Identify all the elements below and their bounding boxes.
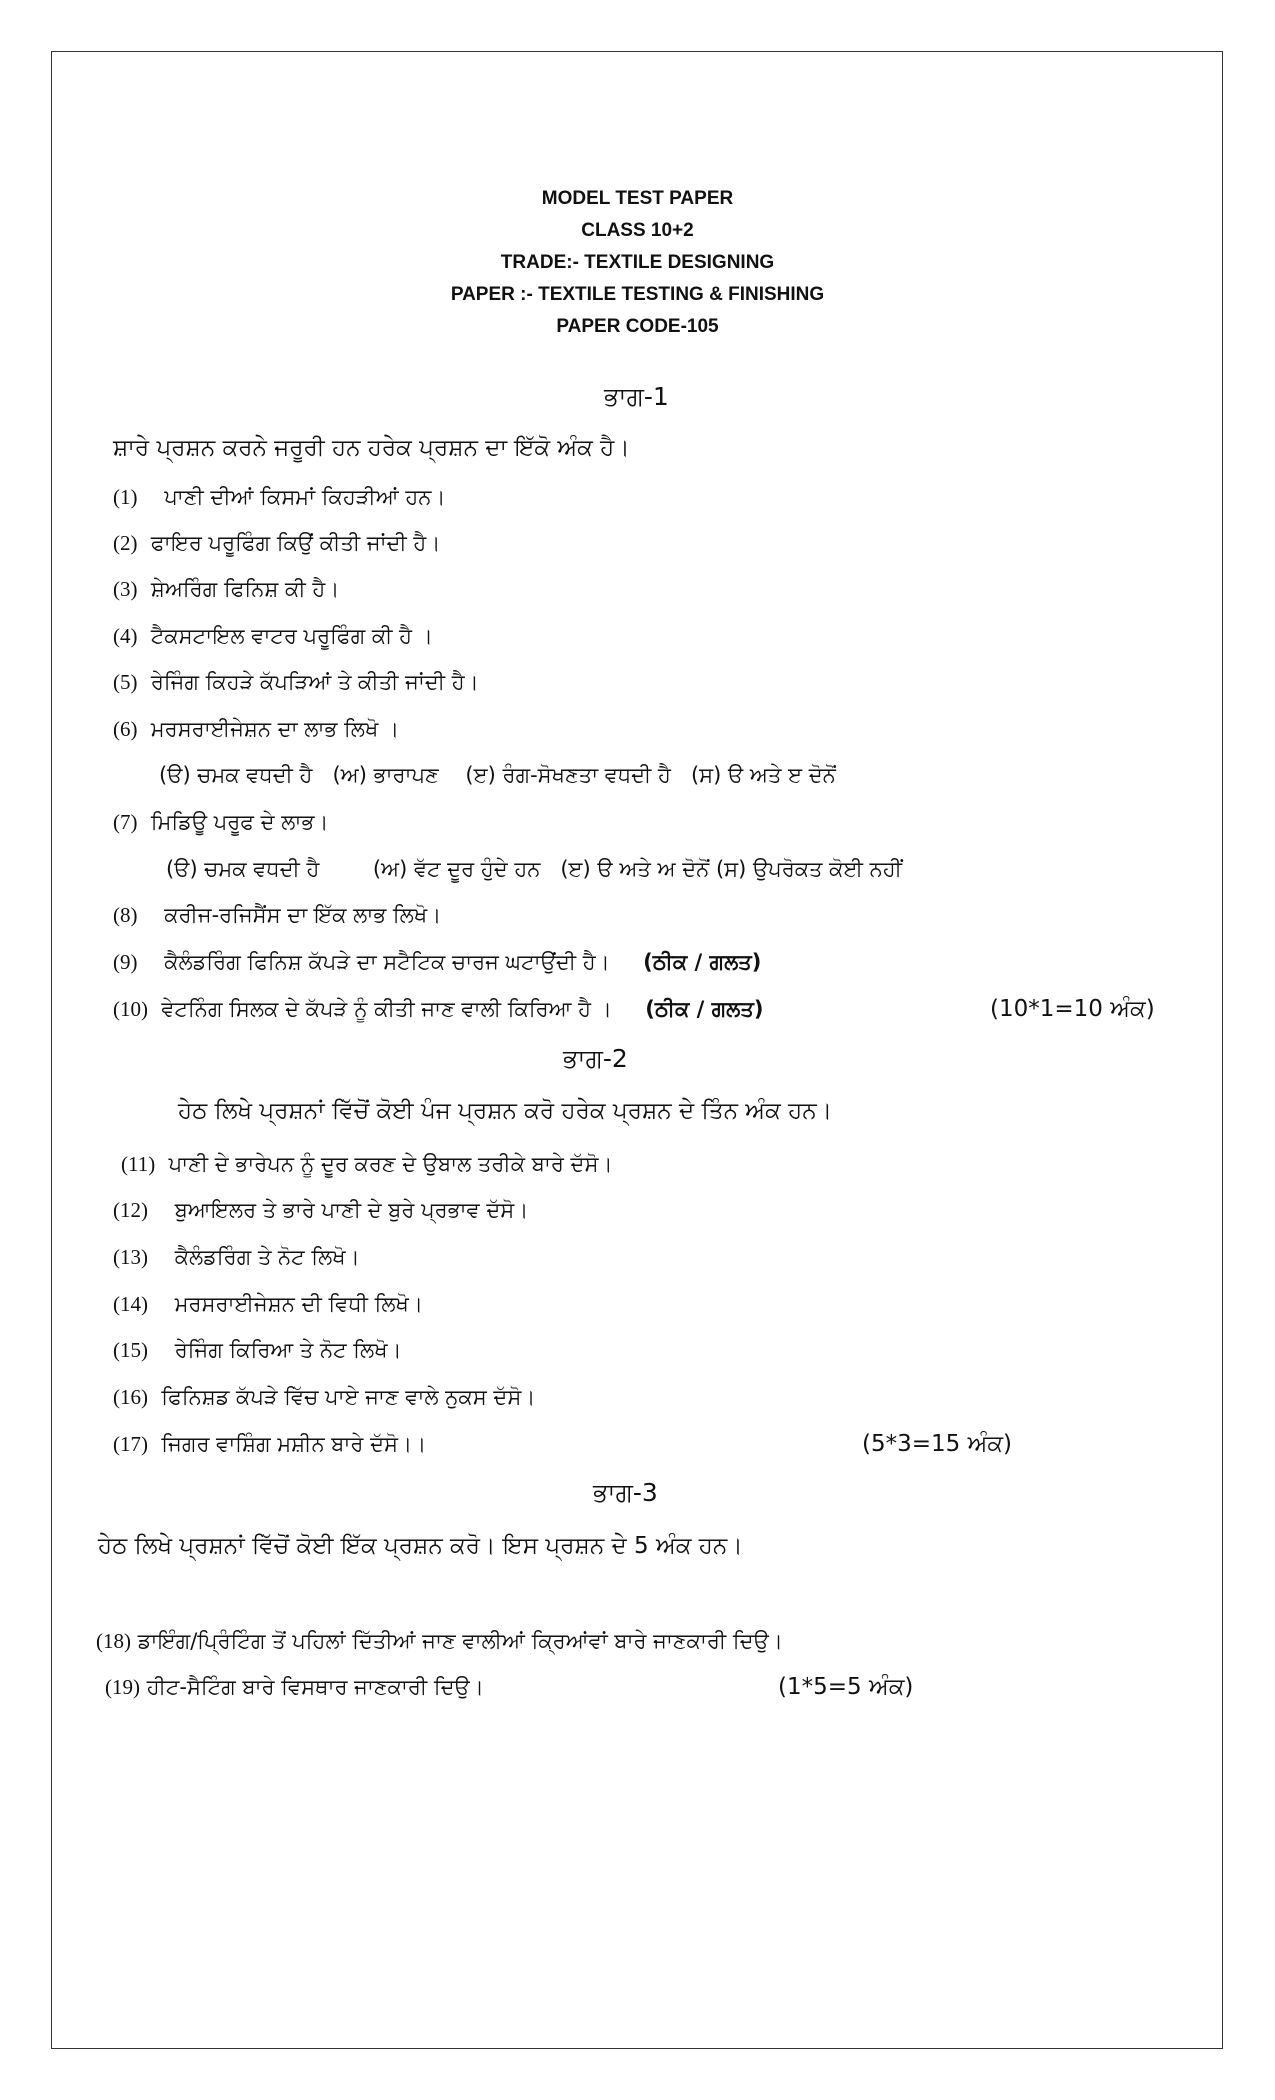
- question-text: ਟੈਕਸਟਾਇਲ ਵਾਟਰ ਪਰੂਫਿੰਗ ਕੀ ਹੈ ।: [150, 624, 433, 648]
- question-text: ਰੇਜਿੰਗ ਕਿਹੜੇ ਕੱਪੜਿਆਂ ਤੇ ਕੀਤੀ ਜਾਂਦੀ ਹੈ।: [150, 670, 479, 694]
- question-15: [113, 1336, 402, 1364]
- question-18: [96, 1627, 783, 1655]
- question-number: (5): [113, 670, 138, 694]
- question-number: (8): [113, 903, 138, 927]
- question-number: (2): [113, 531, 138, 555]
- question-6-options: (ੳ) ਚਮਕ ਵਧਦੀ ਹੈ (ਅ) ਭਾਰਾਪਣ (ੲ) ਰੰਗ-ਸੋਖਣਤਾ ਵਧਦੀ ਹੈ (ਸ) ੳ ਅਤੇ ੲ ਦੋਨੋਂ: [159, 763, 836, 787]
- header-title: MODEL TEST PAPER: [541, 188, 734, 209]
- question-text: ਫਾਇਰ ਪਰੂਫਿੰਗ ਕਿਉਂ ਕੀਤੀ ਜਾਂਦੀ ਹੈ।: [150, 531, 441, 555]
- question-number: (10): [113, 997, 148, 1021]
- question-number: (13): [113, 1245, 148, 1269]
- question-text: ਫਿਨਿਸ਼ਡ ਕੱਪੜੇ ਵਿੱਚ ਪਾਏ ਜਾਣ ਵਾਲੇ ਨੁਕਸ ਦੱਸੋ।: [161, 1385, 536, 1409]
- question-number: (16): [113, 1385, 148, 1409]
- part1-title: ਭਾਗ-1: [604, 382, 669, 411]
- question-number: (15): [113, 1338, 148, 1362]
- question-5: [113, 668, 479, 696]
- question-text: ਰੇਜਿੰਗ ਕਿਰਿਆ ਤੇ ਨੋਟ ਲਿਖੋ।: [174, 1338, 402, 1362]
- question-text: ਸ਼ੇਅਰਿੰਗ ਫਿਨਿਸ਼ ਕੀ ਹੈ।: [150, 577, 340, 601]
- question-text: ਮਰਸਰਾਈਜੇਸ਼ਨ ਦੀ ਵਿਧੀ ਲਿਖੋ।: [174, 1292, 423, 1316]
- part3-instruction: ਹੇਠ ਲਿਖੇ ਪ੍ਰਸ਼ਨਾਂ ਵਿੱਚੋਂ ਕੋਈ ਇੱਕ ਪ੍ਰਸ਼ਨ ਕਰੋ। ਇਸ ਪ੍ਰਸ਼ਨ ਦੇ 5 ਅੰਕ ਹਨ।: [98, 1533, 743, 1559]
- question-number: (18): [96, 1629, 131, 1653]
- part1-marks: (10*1=10 ਅੰਕ): [990, 996, 1155, 1022]
- question-text: ਬੁਆਇਲਰ ਤੇ ਭਾਰੇ ਪਾਣੀ ਦੇ ਬੁਰੇ ਪ੍ਰਭਾਵ ਦੱਸੋ।: [174, 1198, 529, 1222]
- question-11: [121, 1150, 613, 1178]
- question-text: ਕੈਲੰਡਰਿੰਗ ਫਿਨਿਸ਼ ਕੱਪੜੇ ਦਾ ਸਟੈਟਿਕ ਚਾਰਜ ਘਟਾਉਂਦੀ ਹੈ।: [164, 950, 610, 974]
- part3-marks: (1*5=5 ਅੰਕ): [778, 1674, 914, 1700]
- question-19: [105, 1673, 484, 1701]
- question-text: ਵੇਟਨਿੰਗ ਸਿਲਕ ਦੇ ਕੱਪੜੇ ਨੂੰ ਕੀਤੀ ਜਾਣ ਵਾਲੀ ਕਿਰਿਆ ਹੈ ।: [161, 997, 612, 1021]
- question-number: (14): [113, 1292, 148, 1316]
- question-number: (4): [113, 624, 138, 648]
- question-number: (12): [113, 1198, 148, 1222]
- header-trade: TRADE:- TEXTILE DESIGNING: [500, 252, 775, 273]
- part3-title: ਭਾਗ-3: [593, 1478, 658, 1507]
- question-16: [113, 1383, 535, 1411]
- question-number: (17): [113, 1432, 148, 1456]
- question-1: [113, 483, 446, 511]
- header-paper: PAPER :- TEXTILE TESTING & FINISHING: [450, 284, 825, 305]
- question-text: ਕੈਲੰਡਰਿੰਗ ਤੇ ਨੋਟ ਲਿਖੋ।: [174, 1245, 360, 1269]
- part1-instruction: ਸ਼ਾਰੇ ਪ੍ਰਸ਼ਨ ਕਰਨੇ ਜਰੂਰੀ ਹਨ ਹਰੇਕ ਪ੍ਰਸ਼ਨ ਦਾ ਇੱਕੋ ਅੰਕ ਹੈ।: [113, 435, 630, 461]
- question-8: [113, 901, 441, 929]
- question-3: [113, 575, 339, 603]
- question-number: (6): [113, 717, 138, 741]
- question-2: [113, 529, 440, 557]
- question-text: ਹੀਟ-ਸੈਟਿੰਗ ਬਾਰੇ ਵਿਸਥਾਰ ਜਾਣਕਾਰੀ ਦਿਉ।: [146, 1675, 484, 1699]
- question-9: [113, 948, 761, 976]
- question-17: [113, 1430, 426, 1458]
- question-10: [113, 995, 763, 1023]
- question-number: (1): [113, 485, 138, 509]
- question-text: ਡਾਇੰਗ/ਪ੍ਰਿੰਟਿੰਗ ਤੋਂ ਪਹਿਲਾਂ ਦਿੱਤੀਆਂ ਜਾਣ ਵਾਲੀਆਂ ਕ੍ਰਿਆਂਵਾਂ ਬਾਰੇ ਜਾਣਕਾਰੀ ਦਿਉ।: [137, 1629, 783, 1653]
- question-text: ਕਰੀਜ-ਰਜਿਸੈਂਸ ਦਾ ਇੱਕ ਲਾਭ ਲਿਖੋ।: [164, 903, 442, 927]
- header-class: CLASS 10+2: [581, 220, 694, 241]
- question-4: [113, 622, 433, 650]
- question-text: ਮਿਡਿਊ ਪਰੂਫ ਦੇ ਲਾਭ।: [150, 810, 329, 834]
- question-number: (11): [121, 1152, 156, 1176]
- part2-instruction: ਹੇਠ ਲਿਖੇ ਪ੍ਰਸ਼ਨਾਂ ਵਿੱਚੋਂ ਕੋਈ ਪੰਜ ਪ੍ਰਸ਼ਨ ਕਰੋ ਹਰੇਕ ਪ੍ਰਸ਼ਨ ਦੇ ਤਿੰਨ ਅੰਕ ਹਨ।: [178, 1098, 833, 1124]
- part2-title: ਭਾਗ-2: [563, 1044, 628, 1073]
- question-number: (3): [113, 577, 138, 601]
- question-7: [113, 808, 328, 836]
- question-number: (7): [113, 810, 138, 834]
- question-text: ਪਾਣੀ ਦੇ ਭਾਰੇਪਨ ਨੂੰ ਦੂਰ ਕਰਣ ਦੇ ਉਬਾਲ ਤਰੀਕੇ ਬਾਰੇ ਦੱਸੋ।: [168, 1152, 613, 1176]
- question-7-options: (ੳ) ਚਮਕ ਵਧਦੀ ਹੈ (ਅ) ਵੱਟ ਦੂਰ ਹੁੰਦੇ ਹਨ (ੲ) ੳ ਅਤੇ ਅ ਦੋਨੋਂ (ਸ) ਉਪਰੋਕਤ ਕੋਈ ਨਹੀਂ: [166, 857, 903, 881]
- part2-marks: (5*3=15 ਅੰਕ): [862, 1431, 1013, 1457]
- question-6: [113, 715, 399, 743]
- question-13: [113, 1243, 360, 1271]
- question-text: ਜਿਗਰ ਵਾਸ਼ਿੰਗ ਮਸ਼ੀਨ ਬਾਰੇ ਦੱਸੋ।।: [161, 1432, 427, 1456]
- true-false-choice: (ਠੀਕ / ਗਲਤ): [643, 950, 762, 974]
- question-text: ਮਰਸਰਾਈਜੇਸ਼ਨ ਦਾ ਲਾਭ ਲਿਖੋ ।: [150, 717, 400, 741]
- page-border: [51, 51, 1223, 2049]
- question-12: [113, 1196, 528, 1224]
- question-number: (9): [113, 950, 138, 974]
- true-false-choice: (ਠੀਕ / ਗਲਤ): [645, 997, 764, 1021]
- question-text: ਪਾਣੀ ਦੀਆਂ ਕਿਸਮਾਂ ਕਿਹੜੀਆਂ ਹਨ।: [164, 485, 446, 509]
- paper-header: [0, 183, 1275, 343]
- question-14: [113, 1290, 423, 1318]
- question-number: (19): [105, 1675, 140, 1699]
- header-paper-code: PAPER CODE-105: [556, 316, 719, 337]
